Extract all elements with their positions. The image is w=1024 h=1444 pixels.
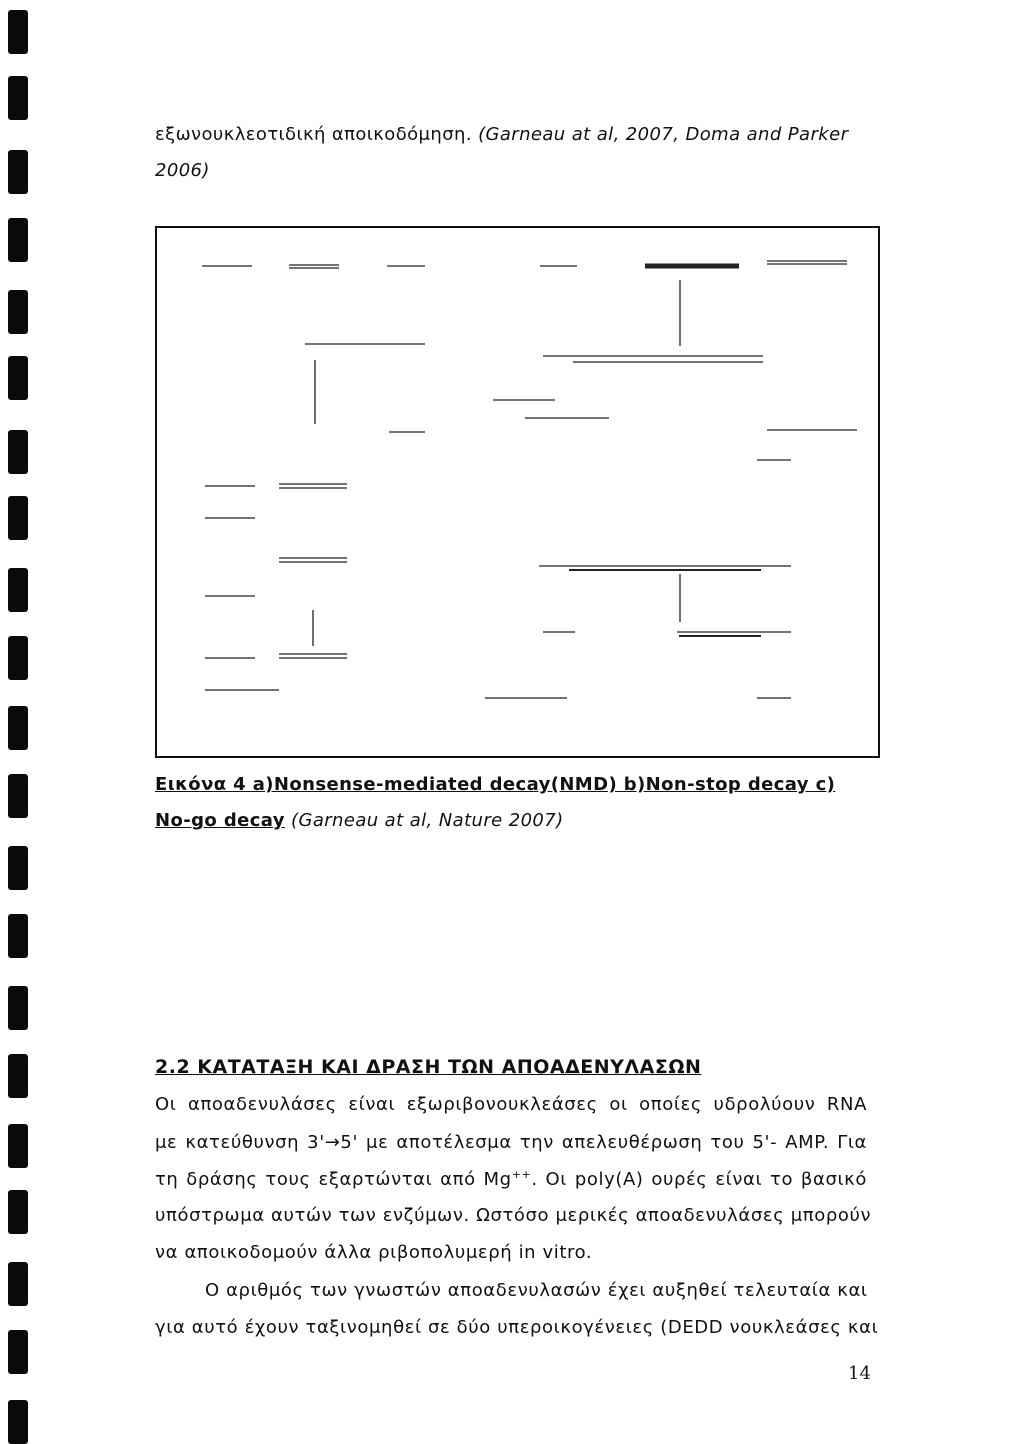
section-heading: 2.2 ΚΑΤΑΤΑΞΗ ΚΑΙ ΔΡΑΣΗ ΤΩΝ ΑΠΟΑΔΕΝΥΛΑΣΩΝ	[155, 1056, 702, 1078]
paragraph-text: . Οι poly(A) ουρές είναι το βασικό	[531, 1169, 867, 1190]
figure-caption-label: Εικόνα 4 a)Nonsense-mediated decay(NMD) b)Non-stop decay c)	[155, 774, 836, 795]
figure-caption-citation: (Garneau at al, Nature 2007)	[284, 810, 564, 831]
figure-caption-line-1	[155, 774, 835, 795]
paragraph-line: με κατεύθυνση 3'→5' με αποτέλεσμα την απελευθέρωση του 5'- AMP. Για	[155, 1132, 867, 1153]
mg-text: τη δράσης τους εξαρτώνται από Mg	[155, 1169, 512, 1190]
page-number: 14	[848, 1363, 871, 1384]
mg-superscript: ++	[511, 1168, 532, 1181]
intro-line-1	[155, 124, 848, 145]
paragraph-text: Ο αριθμός των γνωστών αποαδενυλασών έχει αυξηθεί τελευταία και	[205, 1280, 868, 1301]
figure-caption-label-2: No-go decay	[155, 810, 285, 831]
intro-citation-end: 2006)	[155, 160, 210, 181]
figure-diagram	[155, 226, 880, 758]
intro-line-2	[155, 160, 210, 181]
figure-caption-line-2	[155, 810, 564, 831]
binding-strip	[0, 0, 48, 1441]
intro-text: εξωνουκλεοτιδική αποικοδόμηση.	[155, 124, 479, 145]
paragraph-line: να αποικοδομούν άλλα ριβοπολυμερή in vitro.	[155, 1242, 593, 1263]
paragraph-line: Οι αποαδενυλάσες είναι εξωριβονουκλεάσες οι οποίες υδρολύουν RNA	[155, 1094, 867, 1115]
paragraph-line: υπόστρωμα αυτών των ενζύμων. Ωστόσο μερικές αποαδενυλάσες μπορούν	[155, 1205, 872, 1226]
paragraph-line	[205, 1280, 867, 1301]
intro-citation: (Garneau at al, 2007, Doma and Parker	[478, 124, 849, 145]
paragraph-line: για αυτό έχουν ταξινομηθεί σε δύο υπεροικογένειες (DEDD νουκλεάσες και	[155, 1317, 879, 1338]
figure-faded-lines	[157, 228, 878, 756]
paragraph-line	[155, 1168, 867, 1190]
